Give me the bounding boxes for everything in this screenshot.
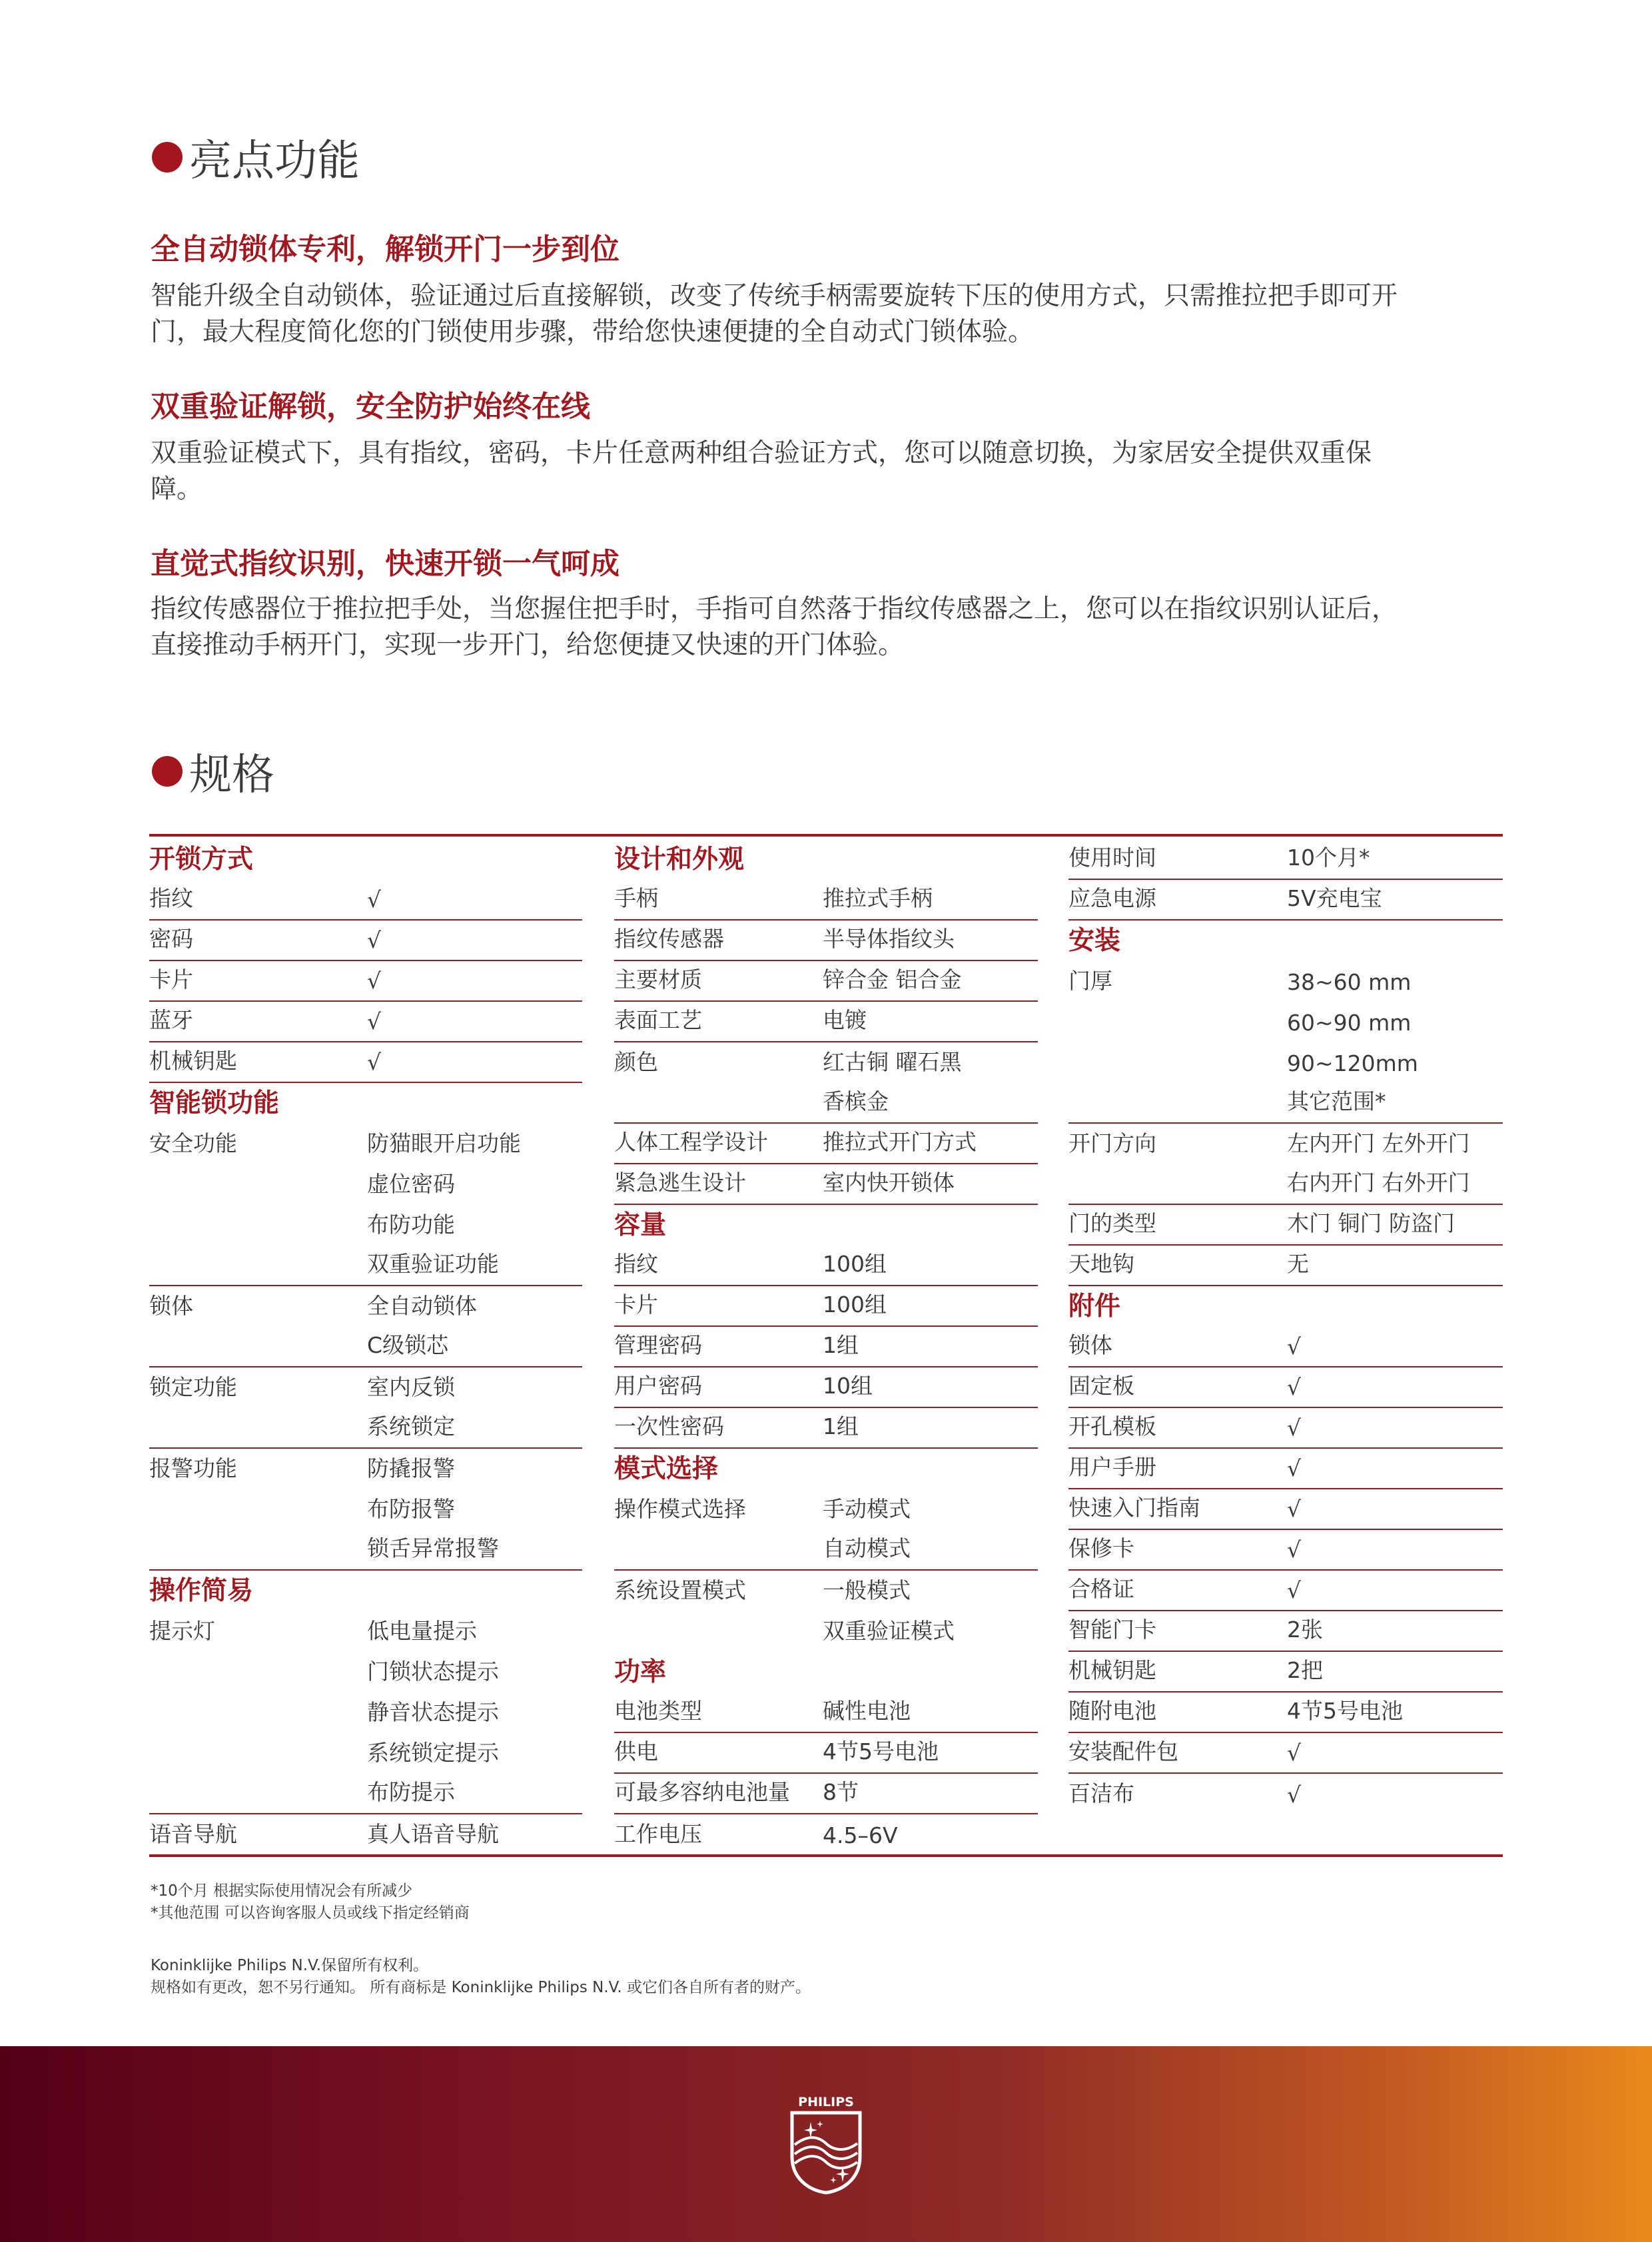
legal-trademark: 规格如有更改，恕不另行通知。 所有商标是 Koninklijke Philips N.V. 或它们各自所有者的财产。: [151, 1979, 811, 1996]
spec-value: 100组: [823, 1251, 887, 1277]
spec-value: √: [367, 1049, 382, 1075]
spec-row: [614, 1489, 1038, 1530]
spec-label: 紧急逃生设计: [614, 1170, 746, 1196]
spec-row: [149, 1042, 582, 1083]
highlights-heading: 亮点功能: [152, 127, 360, 188]
spec-label: 手柄: [614, 885, 658, 911]
spec-row: [614, 1692, 1038, 1733]
spec-row: [1068, 1652, 1503, 1692]
spec-value: 60~90 mm: [1287, 1010, 1412, 1036]
spec-row: [1068, 961, 1503, 1002]
feature-title-fingerprint: 直觉式指纹识别，快速开锁一气呵成: [151, 547, 620, 581]
spec-label: 主要材质: [614, 966, 702, 992]
spec-row: [614, 1571, 1038, 1611]
spec-row: [614, 880, 1038, 921]
spec-value: 推拉式手柄: [823, 885, 933, 911]
spec-row: [1068, 1002, 1503, 1042]
spec-value: 1组: [823, 1332, 859, 1358]
spec-row: [149, 1652, 582, 1692]
spec-category: [1068, 921, 1503, 961]
spec-value: 双重验证功能: [367, 1251, 499, 1277]
spec-row: [1068, 1611, 1503, 1652]
spec-label: 开门方向: [1068, 1130, 1156, 1156]
spec-value: 38~60 mm: [1287, 969, 1412, 995]
spec-value: √: [367, 887, 382, 913]
spec-value: 全自动锁体: [367, 1293, 477, 1319]
spec-row: [149, 1367, 582, 1408]
feature-body-auto-lock: 智能升级全自动锁体，验证通过后直接解锁，改变了传统手柄需要旋转下压的使用方式，只需推拉把手即可开 门，最大程度简化您的门锁使用步骤，带给您快速便捷的全自动式门锁体验。: [151, 281, 1398, 347]
spec-label: 合格证: [1068, 1576, 1134, 1602]
spec-row: [614, 1286, 1038, 1327]
spec-row: [149, 1733, 582, 1774]
spec-category: [614, 1449, 1038, 1489]
spec-column-3: [1068, 839, 1503, 1814]
philips-shield-icon: [787, 2091, 865, 2195]
spec-row: [149, 1692, 582, 1733]
spec-value: 4节5号电池: [823, 1738, 939, 1764]
spec-label: 提示灯: [149, 1618, 215, 1644]
spec-label: 卡片: [614, 1292, 658, 1317]
spec-row: [149, 1774, 582, 1814]
spec-value: √: [1287, 1374, 1302, 1400]
spec-row: [149, 921, 582, 961]
spec-label: 随附电池: [1068, 1698, 1156, 1724]
spec-category: [614, 1652, 1038, 1692]
legal-rights: Koninklijke Philips N.V.保留所有权利。: [151, 1957, 429, 1974]
spec-label: 快速入门指南: [1068, 1495, 1200, 1521]
spec-row: [614, 1611, 1038, 1652]
spec-value: 系统锁定: [367, 1413, 455, 1439]
spec-category-label: 功率: [614, 1657, 667, 1687]
spec-row: [614, 1814, 1038, 1855]
spec-label: 固定板: [1068, 1373, 1134, 1399]
spec-value: 2张: [1287, 1617, 1323, 1643]
spec-value: 布防提示: [367, 1779, 455, 1805]
spec-value: 香槟金: [823, 1088, 889, 1114]
feature-title-auto-lock: 全自动锁体专利，解锁开门一步到位: [151, 232, 620, 266]
spec-label: 供电: [614, 1738, 658, 1764]
spec-category-label: 设计和外观: [614, 845, 745, 875]
spec-top-rule: [149, 834, 1503, 837]
spec-row: [614, 1530, 1038, 1571]
spec-category-label: 附件: [1068, 1292, 1121, 1321]
spec-label: 卡片: [149, 966, 193, 992]
spec-value: 10个月*: [1287, 845, 1370, 871]
spec-row: [149, 1002, 582, 1042]
spec-value: 布防功能: [367, 1212, 455, 1238]
spec-row: [1068, 880, 1503, 921]
spec-row: [614, 1408, 1038, 1449]
spec-label: 门厚: [1068, 968, 1112, 994]
spec-category-label: 安装: [1068, 926, 1121, 956]
spec-value: 碱性电池: [823, 1698, 911, 1724]
spec-value: 真人语音导航: [367, 1821, 499, 1847]
spec-row: [614, 1002, 1038, 1042]
spec-row: [149, 1286, 582, 1327]
spec-label: 系统设置模式: [614, 1577, 746, 1603]
spec-category-label: 容量: [614, 1210, 667, 1240]
spec-value: 双重验证模式: [823, 1618, 955, 1644]
spec-row: [149, 1205, 582, 1246]
spec-value: 手动模式: [823, 1496, 911, 1522]
spec-label: 密码: [149, 926, 193, 952]
spec-value: √: [367, 1008, 382, 1034]
spec-label: 百洁布: [1068, 1780, 1134, 1806]
footnote-usage-time: *10个月 根据实际使用情况会有所减少: [151, 1882, 413, 1900]
spec-value: 半导体指纹头: [823, 926, 955, 952]
spec-column-1: [149, 839, 582, 1855]
spec-value: √: [367, 968, 382, 994]
spec-label: 语音导航: [149, 1821, 237, 1847]
spec-row: [614, 921, 1038, 961]
spec-row: [149, 1449, 582, 1489]
spec-value: √: [1287, 1740, 1302, 1766]
spec-label: 人体工程学设计: [614, 1129, 768, 1155]
spec-value: 自动模式: [823, 1535, 911, 1561]
spec-label: 天地钩: [1068, 1251, 1134, 1277]
spec-row: [149, 1327, 582, 1367]
logo-wordmark: PHILIPS: [798, 2095, 854, 2109]
spec-row: [614, 1774, 1038, 1814]
spec-label: 机械钥匙: [1068, 1657, 1156, 1683]
spec-row: [149, 1408, 582, 1449]
spec-value: 室内快开锁体: [823, 1170, 955, 1196]
spec-label: 保修卡: [1068, 1535, 1134, 1561]
spec-row: [149, 1814, 582, 1855]
spec-value: 锁舌异常报警: [367, 1535, 499, 1561]
spec-label: 安全功能: [149, 1130, 237, 1156]
spec-label: 管理密码: [614, 1332, 702, 1358]
spec-value: 系统锁定提示: [367, 1740, 499, 1766]
spec-label: 一次性密码: [614, 1413, 724, 1439]
spec-row: [614, 1164, 1038, 1205]
spec-row: [614, 1042, 1038, 1083]
spec-category: [149, 1571, 582, 1611]
spec-row: [1068, 1083, 1503, 1124]
spec-label: 锁体: [149, 1293, 193, 1319]
spec-value: 8节: [823, 1779, 859, 1805]
footnotes: [151, 1880, 811, 1999]
spec-row: [1068, 1692, 1503, 1733]
bullet-dot-icon: [152, 142, 183, 173]
spec-row: [1068, 1246, 1503, 1286]
spec-row: [149, 1164, 582, 1205]
spec-label: 锁定功能: [149, 1374, 237, 1400]
spec-category-label: 智能锁功能: [149, 1088, 280, 1118]
spec-label: 电池类型: [614, 1698, 702, 1724]
spec-category-label: 开锁方式: [149, 845, 254, 875]
spec-category: [614, 1205, 1038, 1246]
spec-row: [149, 880, 582, 921]
feature-body-dual-verify: 双重验证模式下，具有指纹，密码，卡片任意两种组合验证方式，您可以随意切换，为家居安全提供双重保 障。: [151, 438, 1372, 504]
spec-category-label: 操作简易: [149, 1576, 254, 1606]
spec-label: 用户密码: [614, 1373, 702, 1399]
spec-value: √: [367, 927, 382, 953]
feature-title-dual-verify: 双重验证解锁，安全防护始终在线: [151, 390, 590, 424]
spec-value: 红古铜 曜石黑: [823, 1049, 962, 1075]
spec-value: 锌合金 铝合金: [823, 966, 962, 992]
spec-value: 一般模式: [823, 1577, 911, 1603]
spec-row: [1068, 1042, 1503, 1083]
spec-row: [149, 1489, 582, 1530]
spec-value: 推拉式开门方式: [823, 1129, 977, 1155]
spec-label: 表面工艺: [614, 1007, 702, 1033]
spec-value: 4.5–6V: [823, 1822, 898, 1848]
spec-label: 可最多容纳电池量: [614, 1779, 790, 1805]
spec-value: 其它范围*: [1287, 1088, 1386, 1114]
spec-category: [149, 1083, 582, 1124]
spec-value: C级锁芯: [367, 1332, 449, 1358]
spec-label: 工作电压: [614, 1821, 702, 1847]
spec-row: [1068, 1367, 1503, 1408]
spec-label: 门的类型: [1068, 1210, 1156, 1236]
spec-value: √: [1287, 1782, 1302, 1808]
spec-row: [149, 1530, 582, 1571]
spec-row: [1068, 1164, 1503, 1205]
spec-label: 开孔模板: [1068, 1413, 1156, 1439]
spec-label: 锁体: [1068, 1332, 1112, 1358]
footnote-other-range: *其他范围 可以咨询客服人员或线下指定经销商: [151, 1904, 470, 1922]
spec-label: 操作模式选择: [614, 1496, 746, 1522]
spec-value: 1组: [823, 1413, 859, 1439]
spec-row: [1068, 1530, 1503, 1571]
spec-row: [149, 1246, 582, 1286]
spec-row: [614, 1733, 1038, 1774]
spec-label: 指纹传感器: [614, 926, 724, 952]
spec-row: [1068, 1327, 1503, 1367]
bullet-dot-icon: [152, 756, 183, 787]
spec-value: 室内反锁: [367, 1374, 455, 1400]
spec-category: [614, 839, 1038, 880]
spec-label: 机械钥匙: [149, 1048, 237, 1074]
spec-value: √: [1287, 1496, 1302, 1522]
spec-label: 使用时间: [1068, 845, 1156, 871]
spec-value: 100组: [823, 1292, 887, 1317]
specs-heading: 规格: [152, 741, 274, 802]
spec-row: [614, 1327, 1038, 1367]
spec-row: [1068, 1124, 1503, 1164]
spec-value: √: [1287, 1455, 1302, 1481]
spec-value: 木门 铜门 防盗门: [1287, 1210, 1455, 1236]
spec-value: 布防报警: [367, 1496, 455, 1522]
spec-value: 4节5号电池: [1287, 1698, 1403, 1724]
spec-value: 虚位密码: [367, 1171, 455, 1197]
spec-row: [614, 1367, 1038, 1408]
spec-row: [614, 1246, 1038, 1286]
spec-row: [614, 1124, 1038, 1164]
spec-value: 90~120mm: [1287, 1050, 1418, 1076]
spec-label: 指纹: [614, 1251, 658, 1277]
spec-row: [1068, 1449, 1503, 1489]
spec-row: [1068, 1774, 1503, 1814]
spec-value: 防撬报警: [367, 1455, 455, 1481]
spec-value: 电镀: [823, 1007, 867, 1033]
spec-value: 无: [1287, 1251, 1309, 1277]
spec-value: √: [1287, 1577, 1302, 1603]
spec-row: [149, 1124, 582, 1164]
spec-value: 右内开门 右外开门: [1287, 1170, 1470, 1196]
spec-value: 静音状态提示: [367, 1699, 499, 1725]
spec-label: 颜色: [614, 1049, 658, 1075]
spec-row: [149, 1611, 582, 1652]
spec-value: 左内开门 左外开门: [1287, 1130, 1470, 1156]
spec-row: [1068, 1408, 1503, 1449]
feature-body-fingerprint: 指纹传感器位于推拉把手处，当您握住把手时，手指可自然落于指纹传感器之上，您可以在指纹识别认证后， 直接推动手柄开门，实现一步开门，给您便捷又快速的开门体验。: [151, 594, 1398, 660]
spec-value: √: [1287, 1415, 1302, 1441]
spec-value: 防猫眼开启功能: [367, 1130, 521, 1156]
spec-label: 指纹: [149, 885, 193, 911]
spec-value: √: [1287, 1333, 1302, 1359]
spec-label: 报警功能: [149, 1455, 237, 1481]
spec-column-2: [614, 839, 1038, 1855]
spec-row: [614, 961, 1038, 1002]
spec-row: [149, 961, 582, 1002]
spec-row: [1068, 1571, 1503, 1611]
spec-label: 蓝牙: [149, 1007, 193, 1033]
spec-category: [1068, 1286, 1503, 1327]
spec-category: [149, 839, 582, 880]
spec-value: 10组: [823, 1373, 873, 1399]
spec-value: 5V充电宝: [1287, 885, 1382, 911]
spec-value: 2把: [1287, 1657, 1323, 1683]
spec-row: [1068, 839, 1503, 880]
spec-category-label: 模式选择: [614, 1454, 719, 1484]
spec-label: 用户手册: [1068, 1454, 1156, 1480]
spec-row: [1068, 1489, 1503, 1530]
spec-value: √: [1287, 1537, 1302, 1563]
spec-value: 门锁状态提示: [367, 1659, 499, 1684]
spec-row: [1068, 1205, 1503, 1246]
spec-label: 智能门卡: [1068, 1617, 1156, 1643]
spec-row: [614, 1083, 1038, 1124]
spec-label: 应急电源: [1068, 885, 1156, 911]
spec-value: 低电量提示: [367, 1618, 477, 1644]
spec-label: 安装配件包: [1068, 1738, 1178, 1764]
spec-row: [1068, 1733, 1503, 1774]
